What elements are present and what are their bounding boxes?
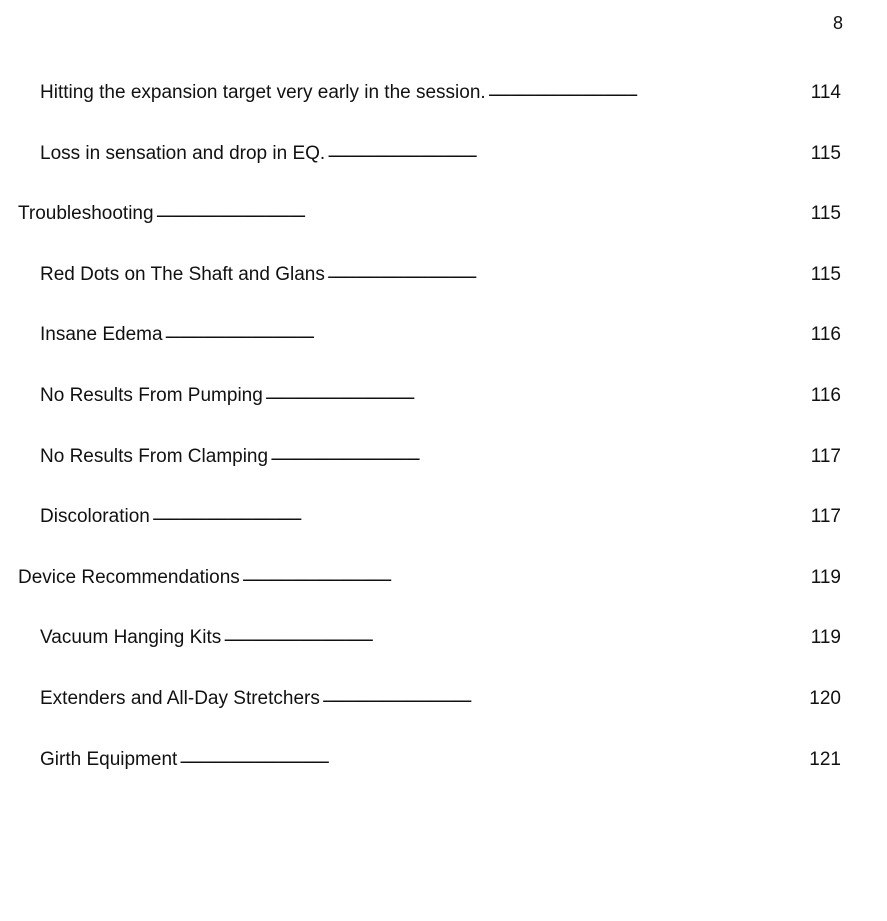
dot-leader [223, 625, 807, 643]
toc-entry-title: Device Recommendations [18, 566, 240, 588]
toc-entry-page: 120 [809, 687, 841, 709]
toc-entry-page: 116 [810, 384, 841, 406]
toc-entry-title: Insane Edema [40, 324, 163, 346]
toc-entry-page: 117 [810, 445, 841, 467]
toc-entry-title: Hitting the expansion target very early in the session. [40, 82, 486, 103]
toc-entry[interactable] [0, 383, 887, 444]
toc-entry-title: Troubleshooting [18, 203, 154, 225]
toc-entry-page: 117 [810, 506, 841, 528]
toc-entry-title: Girth Equipment [40, 748, 178, 770]
page-number: 8 [832, 13, 843, 33]
dot-leader [179, 747, 806, 765]
dot-leader [327, 262, 808, 280]
toc-entry[interactable] [0, 262, 887, 323]
dot-leader [270, 444, 808, 462]
toc-entry-title: Loss in sensation and drop in EQ. [40, 142, 326, 164]
toc-entry[interactable] [0, 322, 887, 383]
toc-entry-page: 115 [810, 263, 841, 285]
toc-entry-title: No Results From Pumping [40, 384, 263, 406]
toc-entry-page: 116 [810, 324, 841, 346]
toc-entry-title: Discoloration [40, 506, 150, 528]
toc-entry[interactable] [0, 80, 887, 141]
toc-entry[interactable] [0, 625, 887, 686]
toc-entry[interactable] [0, 504, 887, 565]
toc-entry-title: No Results From Clamping [40, 445, 269, 467]
toc-entry-page: 119 [810, 566, 841, 588]
toc-entry[interactable] [0, 444, 887, 505]
toc-entry-title: Extenders and All-Day Stretchers [40, 687, 320, 709]
dot-leader [322, 686, 806, 704]
toc-entry-page: 115 [810, 203, 841, 225]
dot-leader [488, 80, 808, 98]
toc-entry[interactable] [0, 686, 887, 747]
toc-entry-page: 119 [810, 627, 841, 649]
toc-entry[interactable] [0, 141, 887, 202]
dot-leader [327, 141, 808, 159]
dot-leader [156, 201, 808, 219]
toc-entry-title: Vacuum Hanging Kits [40, 627, 222, 649]
table-of-contents [0, 80, 887, 807]
toc-entry-page: 115 [810, 142, 841, 164]
toc-entry[interactable] [0, 565, 887, 626]
toc-entry-page: 114 [810, 82, 841, 103]
toc-entry-title: Red Dots on The Shaft and Glans [40, 263, 325, 285]
dot-leader [242, 565, 808, 583]
toc-entry-page: 121 [809, 748, 841, 770]
dot-leader [152, 504, 808, 522]
dot-leader [165, 322, 808, 340]
toc-entry[interactable] [0, 201, 887, 262]
toc-entry[interactable] [0, 747, 887, 808]
dot-leader [265, 383, 808, 401]
